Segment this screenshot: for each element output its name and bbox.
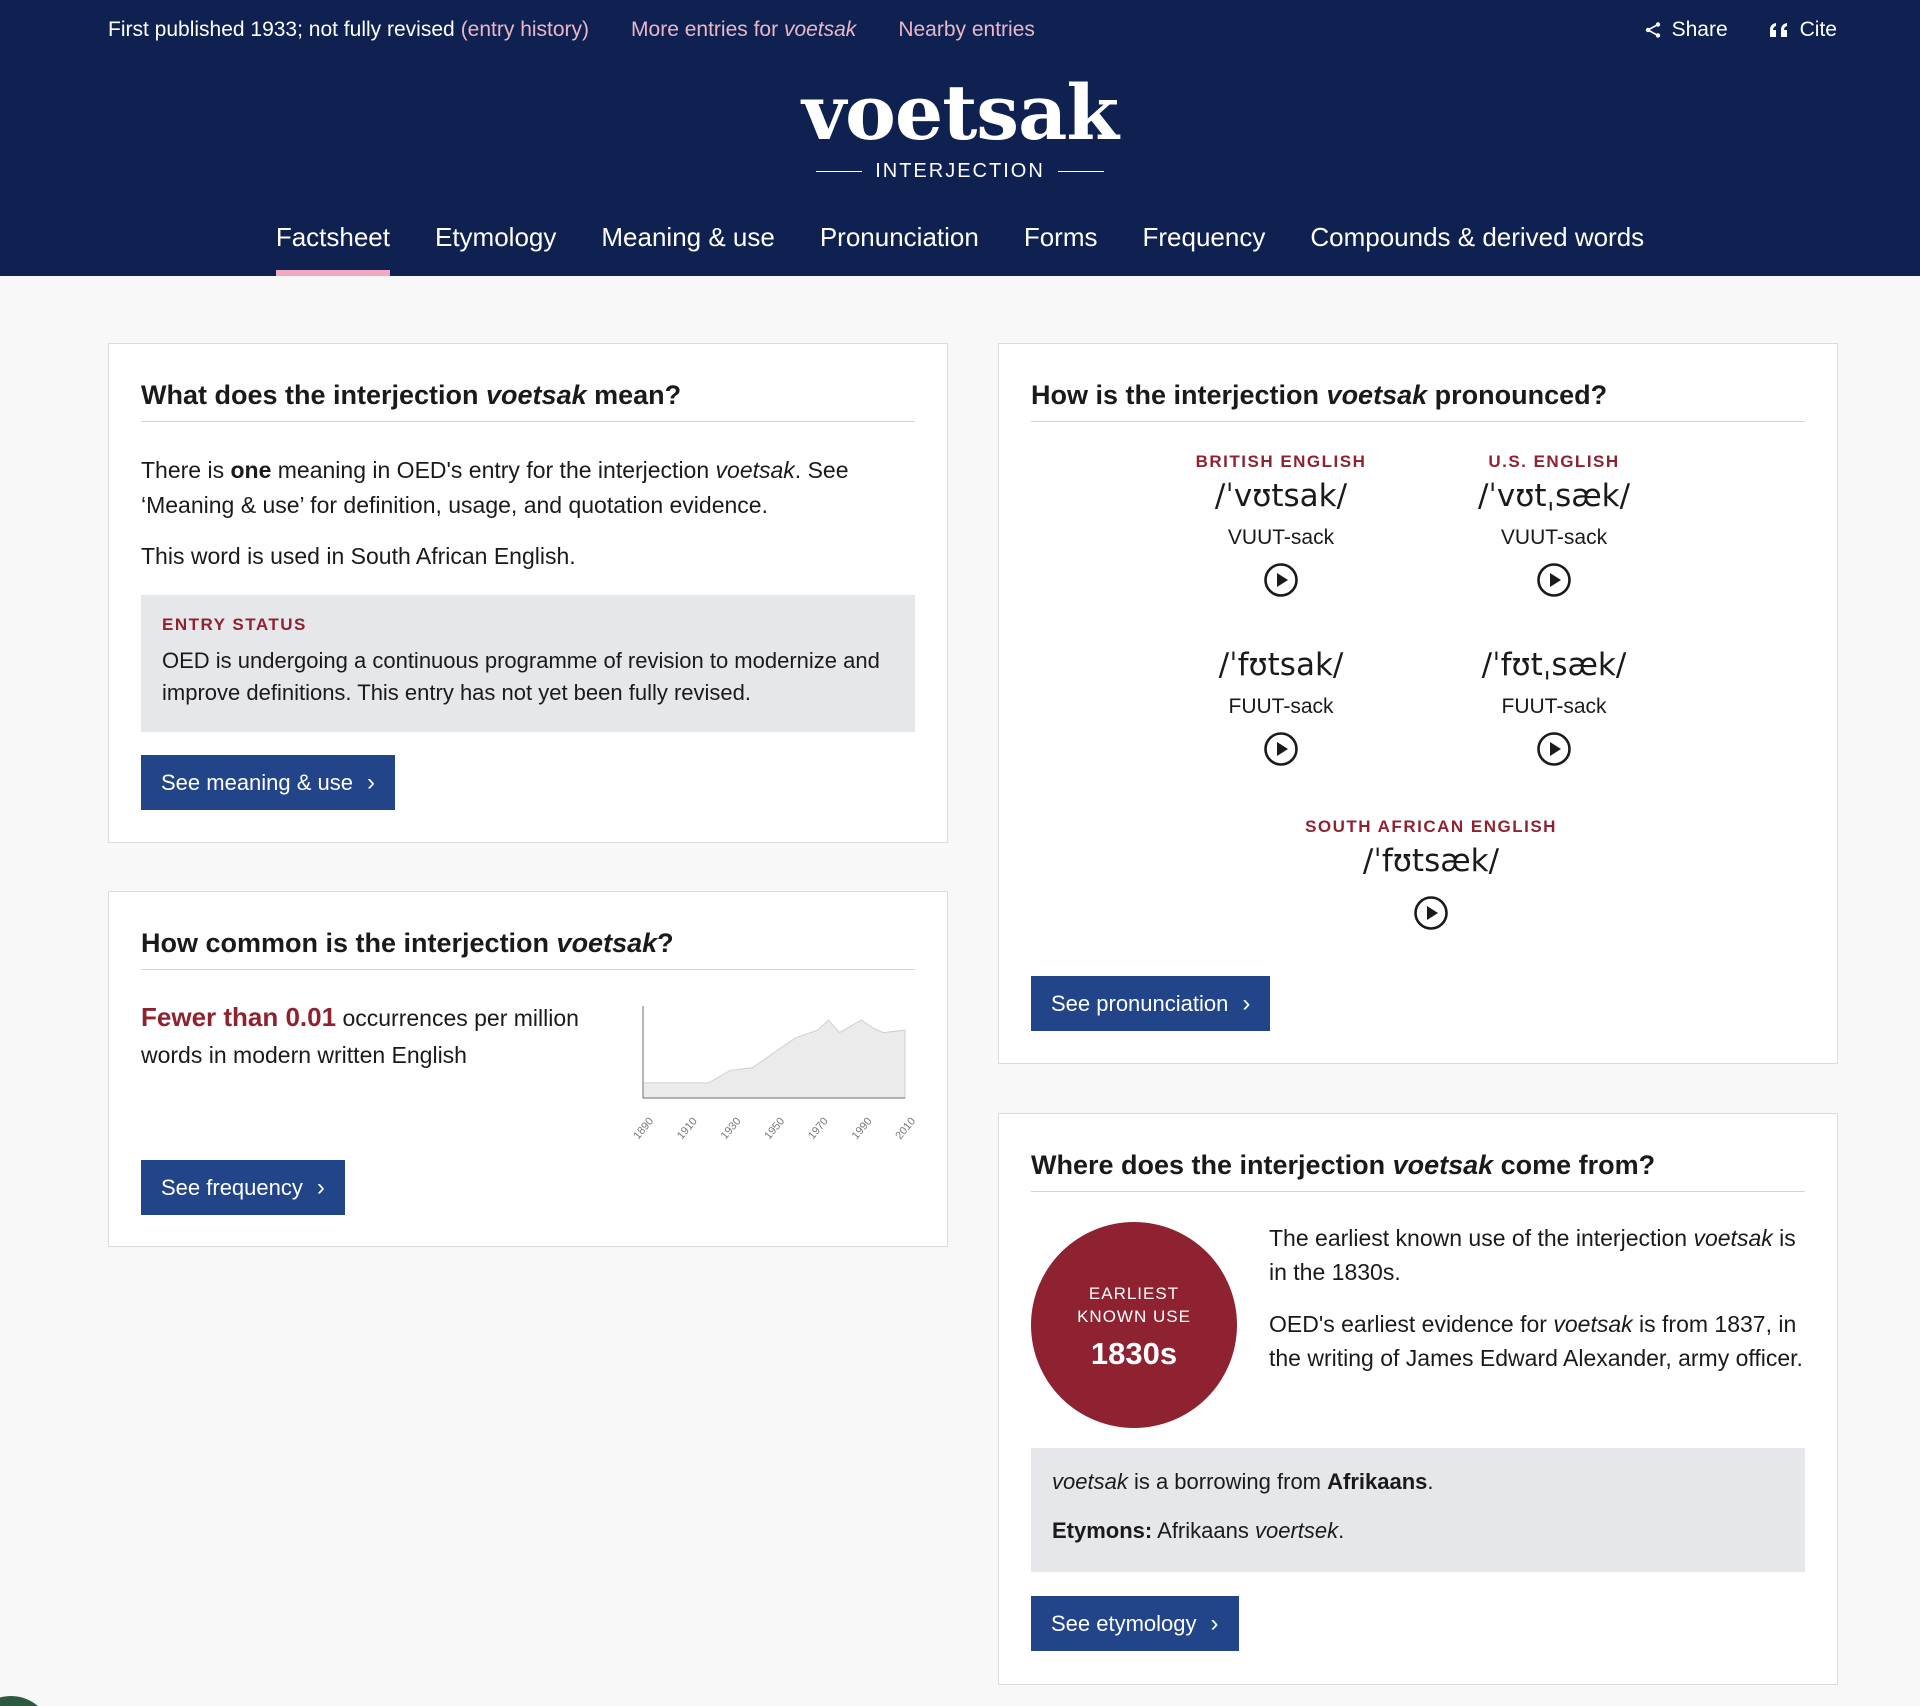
etymons-note bbox=[1052, 1515, 1784, 1547]
heading-text: pronounced? bbox=[1427, 380, 1608, 410]
play-audio-icon[interactable] bbox=[1536, 562, 1572, 598]
frequency-chart bbox=[629, 1004, 919, 1154]
see-pronunciation-button[interactable] bbox=[1031, 976, 1270, 1031]
see-meaning-button[interactable] bbox=[141, 755, 395, 810]
etymology-heading bbox=[1031, 1150, 1805, 1192]
us-pronunciation bbox=[1419, 452, 1689, 598]
publication-note: First published 1933; not fully revised bbox=[108, 18, 455, 41]
us-pronunciation-alt bbox=[1419, 641, 1689, 767]
play-audio-icon[interactable] bbox=[1263, 562, 1299, 598]
heading-word: voetsak bbox=[1392, 1150, 1494, 1180]
frequency-summary bbox=[141, 999, 611, 1074]
tab-factsheet[interactable]: Factsheet bbox=[276, 218, 390, 276]
part-of-speech bbox=[0, 160, 1920, 183]
tab-forms[interactable]: Forms bbox=[1023, 222, 1098, 252]
tab-frequency[interactable]: Frequency bbox=[1142, 222, 1266, 252]
more-entries-word: voetsak bbox=[783, 18, 857, 41]
tab-compounds[interactable]: Compounds & derived words bbox=[1310, 222, 1645, 252]
etymology-word: voetsak bbox=[1553, 1311, 1633, 1337]
ipa-transcription: /ˈfʊtsæk/ bbox=[1362, 843, 1500, 879]
us-english-label: U.S. ENGLISH bbox=[1488, 452, 1620, 471]
x-tick-label: 1950 bbox=[762, 1115, 788, 1142]
entry-history-link[interactable]: (entry history) bbox=[460, 18, 590, 41]
more-entries-label: More entries for bbox=[631, 18, 784, 41]
cite-label: Cite bbox=[1799, 18, 1837, 41]
etymology-text: . bbox=[1338, 1518, 1345, 1543]
heading-text: ? bbox=[657, 928, 674, 958]
cite-button[interactable] bbox=[1768, 18, 1837, 42]
etymology-text: is in the 1830s. bbox=[1269, 1225, 1796, 1285]
usage-note: This word is used in South African English. bbox=[141, 543, 576, 569]
frequency-value: Fewer than 0.01 bbox=[141, 1002, 337, 1032]
etymology-text: OED's earliest evidence for bbox=[1269, 1311, 1554, 1337]
see-frequency-button[interactable] bbox=[141, 1160, 345, 1215]
tab-pronunciation[interactable]: Pronunciation bbox=[819, 222, 979, 252]
tab-meaning-use[interactable]: Meaning & use bbox=[601, 222, 775, 252]
button-label: See meaning & use bbox=[161, 769, 354, 795]
divider bbox=[816, 171, 862, 172]
more-entries-link[interactable] bbox=[631, 18, 856, 42]
entry-tabs bbox=[0, 218, 1920, 276]
frequency-card bbox=[108, 891, 948, 1247]
share-label: Share bbox=[1671, 18, 1728, 41]
borrowing-box bbox=[1031, 1448, 1805, 1572]
summary-text: . See ‘Meaning & use’ for definition, usage, and quotation evidence. bbox=[141, 457, 849, 518]
chevron-right-icon: › bbox=[316, 1173, 325, 1201]
x-tick-label: 1970 bbox=[805, 1115, 831, 1142]
x-tick-label: 1910 bbox=[674, 1115, 700, 1142]
pronunciation-card bbox=[998, 343, 1838, 1064]
badge-label: EARLIEST bbox=[1088, 1284, 1180, 1303]
frequency-area bbox=[643, 1020, 905, 1098]
british-pronunciation bbox=[1146, 452, 1416, 598]
summary-text: There is bbox=[141, 457, 231, 483]
respelling: FUUT-sack bbox=[1228, 695, 1334, 718]
borrowing-note bbox=[1052, 1466, 1784, 1498]
see-etymology-button[interactable] bbox=[1031, 1596, 1239, 1651]
button-label: See frequency bbox=[161, 1174, 303, 1200]
south-african-english-label: SOUTH AFRICAN ENGLISH bbox=[1305, 817, 1557, 836]
play-audio-icon[interactable] bbox=[1536, 731, 1572, 767]
entry-topbar bbox=[108, 16, 1035, 44]
part-of-speech-label: INTERJECTION bbox=[875, 160, 1045, 182]
entry-status-box bbox=[141, 595, 915, 732]
share-icon bbox=[1644, 21, 1662, 39]
chevron-right-icon: › bbox=[367, 768, 376, 796]
heading-text: What does the interjection bbox=[141, 380, 487, 410]
x-tick-label: 2010 bbox=[893, 1115, 919, 1142]
etymology-text: The earliest known use of the interjection bbox=[1269, 1225, 1694, 1251]
etymology-text: Afrikaans bbox=[1152, 1518, 1255, 1543]
play-audio-icon[interactable] bbox=[1263, 731, 1299, 767]
button-label: See pronunciation bbox=[1051, 990, 1229, 1016]
meaning-summary bbox=[141, 453, 901, 523]
south-african-pronunciation bbox=[1281, 817, 1581, 931]
entry-status-text: OED is undergoing a continuous programme of revision to modernize and improve definitions. This entry has not yet been fully revised. bbox=[162, 648, 880, 705]
frequency-heading bbox=[141, 928, 915, 970]
pronunciation-heading bbox=[1031, 380, 1805, 422]
heading-text: Where does the interjection bbox=[1031, 1150, 1393, 1180]
respelling: VUUT-sack bbox=[1500, 526, 1608, 549]
meaning-count: one bbox=[230, 457, 272, 483]
x-tick-label: 1930 bbox=[718, 1115, 744, 1142]
x-tick-label: 1890 bbox=[631, 1115, 657, 1142]
ipa-transcription: /ˈvʊtˌsæk/ bbox=[1477, 478, 1631, 514]
share-button[interactable] bbox=[1644, 18, 1728, 42]
respelling: VUUT-sack bbox=[1227, 526, 1335, 549]
summary-word: voetsak bbox=[715, 457, 795, 483]
heading-text: How is the interjection bbox=[1031, 380, 1327, 410]
source-language-link[interactable]: Afrikaans bbox=[1327, 1469, 1428, 1494]
site-header bbox=[0, 0, 1920, 276]
etymology-word: voetsak bbox=[1693, 1225, 1773, 1251]
etymology-word: voetsak bbox=[1052, 1469, 1128, 1494]
tab-etymology[interactable]: Etymology bbox=[434, 222, 557, 252]
heading-text: How common is the interjection bbox=[141, 928, 557, 958]
etymology-text: is a borrowing from bbox=[1127, 1469, 1328, 1494]
chevron-right-icon: › bbox=[1210, 1609, 1219, 1637]
divider bbox=[1058, 171, 1104, 172]
heading-text: come from? bbox=[1493, 1150, 1656, 1180]
earliest-evidence-text bbox=[1269, 1307, 1809, 1375]
entry-actions bbox=[1644, 16, 1837, 44]
heading-word: voetsak bbox=[1326, 380, 1428, 410]
etymons-label: Etymons: bbox=[1052, 1518, 1153, 1543]
earliest-use-text bbox=[1269, 1221, 1809, 1289]
ipa-transcription: /ˈfʊtsak/ bbox=[1218, 647, 1344, 683]
etymology-text: . bbox=[1427, 1469, 1434, 1494]
help-widget[interactable] bbox=[0, 1696, 52, 1706]
quote-icon bbox=[1768, 21, 1790, 39]
button-label: See etymology bbox=[1051, 1610, 1197, 1636]
ipa-transcription: /ˈvʊtsak/ bbox=[1214, 478, 1348, 514]
earliest-use-value: 1830s bbox=[1090, 1336, 1178, 1371]
chevron-right-icon: › bbox=[1242, 989, 1251, 1017]
earliest-use-badge bbox=[1031, 1222, 1237, 1428]
respelling: FUUT-sack bbox=[1501, 695, 1607, 718]
meaning-card bbox=[108, 343, 948, 843]
frequency-text: occurrences per million words in modern written English bbox=[141, 1005, 579, 1068]
badge-label: KNOWN USE bbox=[1077, 1307, 1191, 1326]
heading-word: voetsak bbox=[556, 928, 658, 958]
heading-word: voetsak bbox=[486, 380, 587, 410]
etymology-text: is from 1837, in the writing of James Edward Alexander, army officer. bbox=[1269, 1311, 1803, 1371]
ipa-transcription: /ˈfʊtˌsæk/ bbox=[1481, 647, 1627, 683]
play-audio-icon[interactable] bbox=[1413, 895, 1449, 931]
headword: voetsak bbox=[802, 68, 1118, 157]
british-pronunciation-alt bbox=[1146, 641, 1416, 767]
etymon-word: voertsek bbox=[1254, 1518, 1339, 1543]
meaning-heading bbox=[141, 380, 915, 422]
entry-status-label: ENTRY STATUS bbox=[162, 615, 307, 634]
x-tick-label: 1990 bbox=[849, 1115, 875, 1142]
british-english-label: BRITISH ENGLISH bbox=[1195, 452, 1367, 471]
heading-text: mean? bbox=[586, 380, 682, 410]
summary-text: meaning in OED's entry for the interjection bbox=[271, 457, 716, 483]
etymology-card bbox=[998, 1113, 1838, 1685]
nearby-entries-link[interactable]: Nearby entries bbox=[898, 18, 1035, 41]
